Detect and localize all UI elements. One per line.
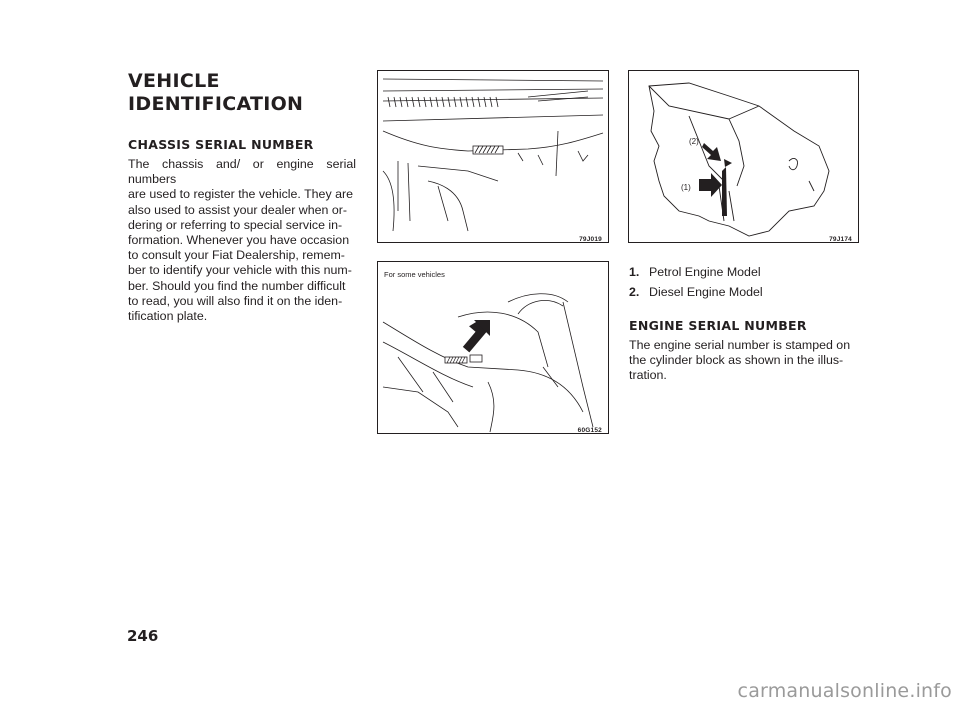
- chassis-plate-marker: [473, 146, 503, 154]
- figure-engine-block: [628, 70, 859, 243]
- chassis-line: are used to register the vehicle. They are: [128, 187, 353, 202]
- callout-2: (2): [689, 137, 699, 146]
- chassis-heading: CHASSIS SERIAL NUMBER: [128, 137, 314, 152]
- engine-block-illustration: [629, 71, 858, 242]
- page-number: 246: [127, 627, 159, 645]
- some-vehicles-illustration: [378, 262, 608, 433]
- section-title-line1: VEHICLE: [128, 70, 220, 92]
- engine-model-list: [629, 262, 763, 302]
- chassis-line: also used to assist your dealer when or-: [128, 202, 348, 217]
- figure-code: 79J019: [579, 236, 602, 243]
- engine-stamp-area: [722, 159, 732, 216]
- list-item-number: 2.: [629, 285, 640, 299]
- chassis-line: to read, you will also find it on the iden-: [128, 293, 343, 308]
- chassis-line: The chassis and/ or engine serial numbers: [128, 157, 356, 187]
- figure-some-vehicles: [377, 261, 609, 434]
- list-item-number: 1.: [629, 265, 640, 279]
- engine-paragraph: [629, 338, 857, 384]
- list-item: [629, 262, 763, 282]
- chassis-line: ber to identify your vehicle with this num-: [128, 263, 352, 278]
- section-title: [128, 70, 303, 116]
- figure-code: 60G152: [577, 427, 602, 434]
- engine-line: the cylinder block as shown in the illus-: [629, 353, 844, 368]
- arrow-icon: [461, 320, 490, 353]
- chassis-paragraph: [128, 157, 356, 324]
- engine-heading: ENGINE SERIAL NUMBER: [629, 318, 807, 333]
- list-item: [629, 282, 763, 302]
- chassis-line: formation. Whenever you have occasion: [128, 233, 350, 248]
- list-item-label: Diesel Engine Model: [649, 285, 763, 299]
- watermark: carmanualsonline.info: [737, 680, 952, 702]
- chassis-line: tification plate.: [128, 309, 208, 324]
- vin-marker: [445, 355, 482, 363]
- callout-1: (1): [681, 183, 691, 192]
- chassis-line: ber. Should you find the number difficult: [128, 278, 346, 293]
- chassis-line: dering or referring to special service in-: [128, 217, 343, 232]
- arrow-icon: [702, 143, 721, 161]
- list-item-label: Petrol Engine Model: [649, 265, 761, 279]
- arrow-icon: [699, 173, 722, 197]
- engine-line: tration.: [629, 368, 667, 383]
- chassis-line: to consult your Fiat Dealership, remem-: [128, 248, 345, 263]
- section-title-line2: IDENTIFICATION: [128, 93, 304, 115]
- chassis-plate-illustration: [378, 71, 608, 242]
- engine-line: The engine serial number is stamped on: [629, 338, 851, 352]
- figure-caption: For some vehicles: [384, 270, 445, 279]
- figure-code: 79J174: [829, 236, 852, 243]
- figure-chassis-plate: [377, 70, 609, 243]
